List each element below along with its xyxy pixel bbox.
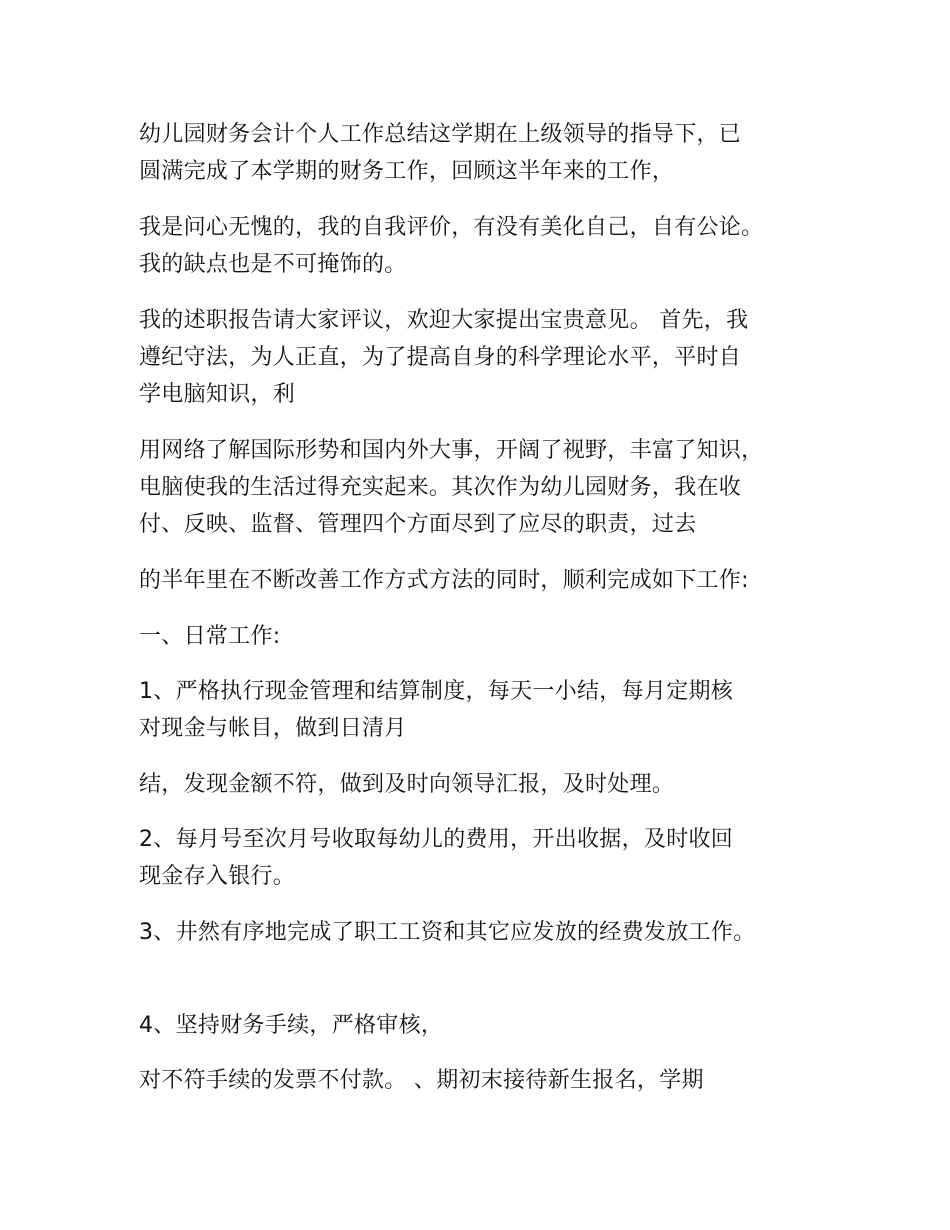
text-line: 我是问心无愧的，我的自我评价，有没有美化自己，自有公论。: [139, 215, 764, 240]
text-line: 电脑使我的生活过得充实起来。其次作为幼儿园财务，我在收: [139, 475, 742, 500]
text-line: 现金存入银行。: [139, 864, 296, 889]
text-line: 付、反映、监督、管理四个方面尽到了应尽的职责，过去: [139, 512, 697, 537]
text-line: 2、每月号至次月号收取每幼儿的费用，开出收据，及时收回: [139, 827, 734, 852]
text-line: 幼儿园财务会计个人工作总结这学期在上级领导的指导下，已: [139, 122, 742, 147]
text-line: 结，发现金额不符，做到及时向领导汇报，及时处理。: [139, 772, 675, 797]
text-line: 我的述职报告请大家评议，欢迎大家提出宝贵意见。 首先，我: [139, 308, 749, 333]
text-line: 用网络了解国际形势和国内外大事，开阔了视野，丰富了知识，: [139, 438, 764, 463]
text-line: 3、井然有序地完成了职工工资和其它应发放的经费发放工作。: [139, 920, 756, 945]
text-line: 遵纪守法，为人正直，为了提高自身的科学理论水平，平时自: [139, 345, 742, 370]
text-line: 圆满完成了本学期的财务工作，回顾这半年来的工作，: [139, 159, 675, 184]
text-line: 1、严格执行现金管理和结算制度，每天一小结，每月定期核: [139, 679, 734, 704]
text-line: 我的缺点也是不可掩饰的。: [139, 252, 407, 277]
text-line: 对不符手续的发票不付款。 、期初末接待新生报名，学期: [139, 1068, 704, 1093]
text-line: 4、坚持财务手续，严格审核，: [139, 1013, 444, 1038]
text-line: 的半年里在不断改善工作方式方法的同时，顺利完成如下工作:: [139, 568, 749, 593]
section-heading: 一、日常工作:: [139, 624, 281, 649]
text-line: 对现金与帐目，做到日清月: [139, 716, 407, 741]
text-line: 学电脑知识，利: [139, 382, 296, 407]
